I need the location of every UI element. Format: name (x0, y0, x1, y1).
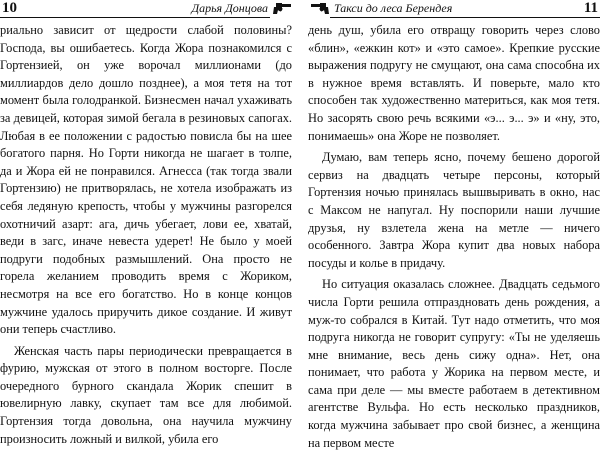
header-rule (0, 17, 270, 18)
right-page-body (308, 22, 600, 452)
header-rule (330, 17, 600, 18)
page-number: 11 (583, 0, 598, 16)
paragraph: риально зависит от щедрости слабой половины? Господа, вы ошибаетесь. Когда Жора познакомился с Гортензией, он уже ворочал миллионами (до миллиардов дело дошло позднее), а моя тетя на тот момент была голодранкой. Бизнесмен начал ухаживать за девицей, которая зимой бегала в резиновых сапогах. Любая в ее положении с радостью повисла бы на шее богатого парня. Но Горти никогда не шагает в толпе, да и Жора ей не понравился. Агнесса (так тогда звали Гортензию) не притворялась, не хотела изображать из себя ледяную крепость, чтобы у мужчины разгорелся охотничий азарт: ага, дичь убегает, лови ее, хватай, веди в загс, иначе невеста удерет! Не было у моей подруги подобных размышлений. Она просто не горела желанием проводить время с Жориком, несмотря на все его богатство. Но в конце концов мужчине удалось приручить дикое создание. И живут они теперь счастливо. (0, 23, 292, 337)
paragraph: Женская часть пары периодически превращается в фурию, мужская от этого в полном восторге. После очередного бурного скандала Жорик спешит в ювелирную лавку, скупает там все для любимой. Гортензия тогда довольна, она научила мужчину произносить ложный и вилкой, убила его (0, 343, 292, 446)
left-page-header (0, 0, 292, 20)
right-page (308, 0, 600, 461)
paragraph: Думаю, вам теперь ясно, почему бешено дорогой сервиз на двадцать четыре персоны, который Гортензия ночью принялась вышвыривать в окно, нас с Максом не напугал. Ну поспорили наши лучшие друзья, ну взлетела жена на метле — ничего особенного. Завтра Жора купит два новых набора посуды и колье в придачу. (308, 150, 600, 270)
left-page-body (0, 22, 292, 448)
paragraph: день душ, убила его отвращу говорить через слово «блин», «ежкин кот» и «это самое». Крепкие русские выражения подругу не смущают, она сама способна их в нужное время вставлять. И поверьте, мало кто способен так художественно материться, как моя тетя. Но засорять свою речь всякими «э... э... э» и «ну, это, понимаешь» она Жоре не позволяет. (308, 23, 600, 143)
right-page-header (308, 0, 600, 20)
paragraph: Но ситуация оказалась сложнее. Двадцать седьмого числа Горти решила отпраздновать день рождения, а муж-то собрался в Китай. Тут надо отметить, что моя подруга никогда не говорит супругу: «Ты не уделяешь мне внимание, весь день сижу одна». Нет, она понимает, что работа у Жорика на первом месте, и сама при деле — мы вместе работаем в детективном агентстве Вульфа. Но есть несколько праздников, когда мужчина забывает про свой бизнес, а женщина на первом месте (308, 277, 600, 450)
running-title: Такси до леса Берендея (334, 1, 453, 15)
revolver-icon (310, 3, 330, 15)
left-page (0, 0, 292, 461)
revolver-icon (272, 3, 292, 15)
running-title: Дарья Донцова (191, 1, 268, 15)
page-number: 10 (2, 0, 17, 16)
